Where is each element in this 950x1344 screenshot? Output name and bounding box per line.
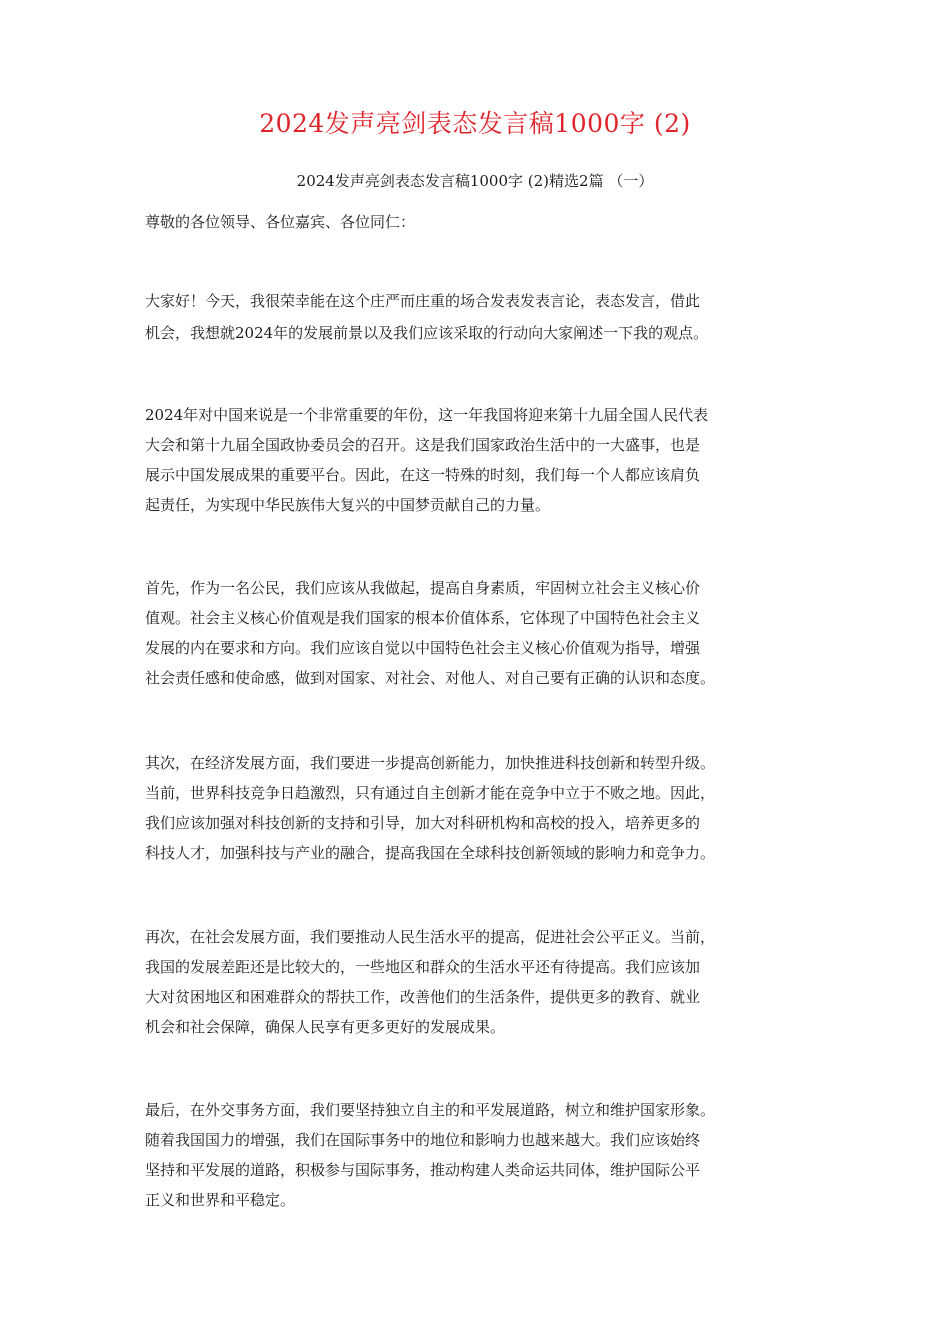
paragraph-line: 正义和世界和平稳定。 bbox=[145, 1191, 296, 1209]
paragraph-line: 我国的发展差距还是比较大的，一些地区和群众的生活水平还有待提高。我们应该加 bbox=[145, 958, 701, 976]
paragraph-line: 展示中国发展成果的重要平台。因此，在这一特殊的时刻，我们每一个人都应该肩负 bbox=[145, 466, 701, 484]
paragraph-line: 值观。社会主义核心价值观是我们国家的根本价值体系，它体现了中国特色社会主义 bbox=[145, 609, 701, 627]
paragraph-line: 发展的内在要求和方向。我们应该自觉以中国特色社会主义核心价值观为指导，增强 bbox=[145, 639, 701, 657]
paragraph-line: 随着我国国力的增强，我们在国际事务中的地位和影响力也越来越大。我们应该始终 bbox=[145, 1131, 701, 1149]
paragraph-line: 再次，在社会发展方面，我们要推动人民生活水平的提高，促进社会公平正义。当前， bbox=[145, 928, 716, 946]
paragraph-line: 大会和第十九届全国政协委员会的召开。这是我们国家政治生活中的一大盛事，也是 bbox=[145, 436, 701, 454]
paragraph-line: 社会责任感和使命感，做到对国家、对社会、对他人、对自己要有正确的认识和态度。 bbox=[145, 669, 716, 687]
salutation: 尊敬的各位领导、各位嘉宾、各位同仁： bbox=[145, 213, 416, 231]
paragraph-line: 其次，在经济发展方面，我们要进一步提高创新能力，加快推进科技创新和转型升级。 bbox=[145, 754, 716, 772]
paragraph-line: 大家好！今天，我很荣幸能在这个庄严而庄重的场合发表发表言论，表态发言，借此 bbox=[145, 292, 701, 310]
paragraph-line: 最后，在外交事务方面，我们要坚持独立自主的和平发展道路，树立和维护国家形象。 bbox=[145, 1101, 716, 1119]
document-title: 2024发声亮剑表态发言稿1000字 (2) bbox=[259, 109, 691, 138]
paragraph-line: 当前，世界科技竞争日趋激烈，只有通过自主创新才能在竞争中立于不败之地。因此， bbox=[145, 784, 716, 802]
paragraph-line: 坚持和平发展的道路，积极参与国际事务，推动构建人类命运共同体，维护国际公平 bbox=[145, 1161, 701, 1179]
paragraph-line: 起责任，为实现中华民族伟大复兴的中国梦贡献自己的力量。 bbox=[145, 496, 551, 514]
paragraph-line: 机会和社会保障，确保人民享有更多更好的发展成果。 bbox=[145, 1018, 506, 1036]
document-subtitle: 2024发声亮剑表态发言稿1000字 (2)精选2篇 （一） bbox=[296, 172, 654, 190]
paragraph-line: 我们应该加强对科技创新的支持和引导，加大对科研机构和高校的投入，培养更多的 bbox=[145, 814, 701, 832]
paragraph-line: 大对贫困地区和困难群众的帮扶工作，改善他们的生活条件，提供更多的教育、就业 bbox=[145, 988, 701, 1006]
paragraph-line: 首先，作为一名公民，我们应该从我做起，提高自身素质，牢固树立社会主义核心价 bbox=[145, 579, 701, 597]
paragraph-line: 2024年对中国来说是一个非常重要的年份，这一年我国将迎来第十九届全国人民代表 bbox=[145, 406, 709, 424]
paragraph-line: 科技人才，加强科技与产业的融合，提高我国在全球科技创新领域的影响力和竞争力。 bbox=[145, 844, 716, 862]
paragraph-line: 机会，我想就2024年的发展前景以及我们应该采取的行动向大家阐述一下我的观点。 bbox=[145, 324, 709, 342]
